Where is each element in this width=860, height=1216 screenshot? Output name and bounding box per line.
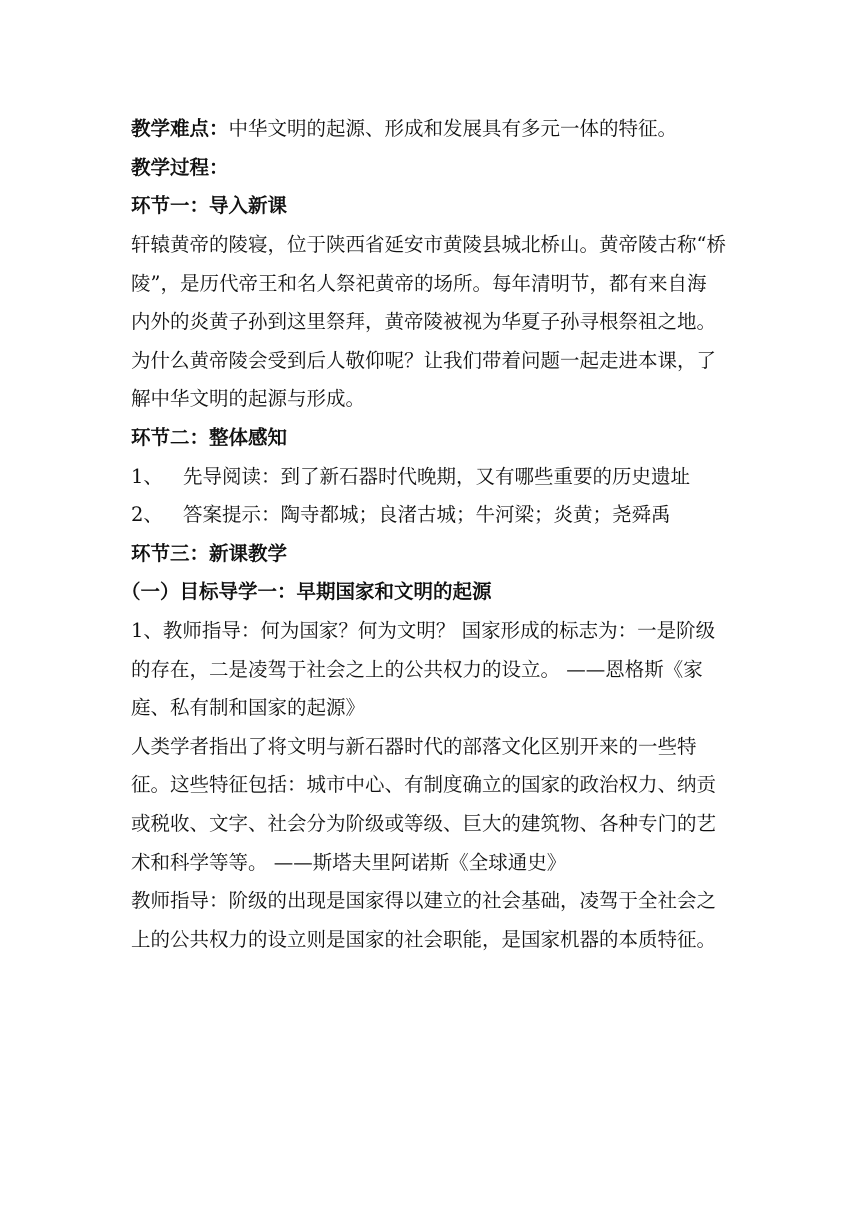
- paragraph-line: 人类学者指出了将文明与新石器时代的部落文化区别开来的一些特: [131, 734, 697, 758]
- paragraph-line: 内外的炎黄子孙到这里祭拜，黄帝陵被视为华夏子孙寻根祭祖之地。: [131, 310, 717, 334]
- objective-subheading: （一）目标导学一：早期国家和文明的起源: [121, 580, 492, 604]
- difficulty-label: 教学难点：: [131, 117, 229, 141]
- paragraph-line: 教师指导：阶级的出现是国家得以建立的社会基础，凌驾于全社会之: [131, 889, 717, 913]
- section1-paragraph: [131, 224, 741, 417]
- paragraph-line: 或税收、文字、社会分为阶级或等级、巨大的建筑物、各种专门的艺: [131, 811, 717, 835]
- paragraph-line: 解中华文明的起源与形成。: [131, 387, 366, 411]
- paragraph-line: 1、教师指导：何为国家？何为文明？ 国家形成的标志为：一是阶级: [131, 619, 716, 643]
- paragraph-line: 征。这些特征包括：城市中心、有制度确立的国家的政治权力、纳贡: [131, 773, 717, 797]
- list-item-text: 答案提示：陶寺都城；良渚古城；牛河梁；炎黄；尧舜禹: [183, 503, 671, 527]
- paragraph-line: 为什么黄帝陵会受到后人敬仰呢？让我们带着问题一起走进本课，了: [131, 348, 717, 372]
- process-heading: 教学过程：: [131, 155, 229, 179]
- list-item-number: 1、: [131, 464, 163, 488]
- paragraph-line: 陵”，是历代帝王和名人祭祀黄帝的场所。每年清明节，都有来自海: [131, 271, 707, 295]
- list-item-text: 先导阅读：到了新石器时代晚期，又有哪些重要的历史遗址: [183, 464, 691, 488]
- paragraph-line: 上的公共权力的设立则是国家的社会职能，是国家机器的本质特征。: [131, 927, 717, 951]
- list-item-number: 2、: [131, 503, 163, 527]
- definition-paragraph: [131, 610, 741, 726]
- list-item: [131, 455, 741, 494]
- document-page: [121, 108, 741, 957]
- section3-heading: 环节三：新课教学: [131, 541, 288, 565]
- section2-heading: 环节二：整体感知: [131, 426, 288, 450]
- section1-heading: 环节一：导入新课: [131, 194, 288, 218]
- quote-paragraph: [131, 726, 741, 880]
- teacher-guidance-paragraph: [131, 880, 741, 957]
- paragraph-line: 术和科学等等。 ——斯塔夫里阿诺斯《全球通史》: [131, 850, 567, 874]
- difficulty-text: 中华文明的起源、形成和发展具有多元一体的特征。: [228, 117, 678, 141]
- paragraph-line: 的存在，二是凌驾于社会之上的公共权力的设立。 ——恩格斯《家: [131, 657, 703, 681]
- paragraph-line: 轩辕黄帝的陵寝，位于陕西省延安市黄陵县城北桥山。黄帝陵古称“桥: [131, 233, 726, 257]
- paragraph-line: 庭、私有制和国家的起源》: [131, 696, 366, 720]
- teaching-difficulty: [131, 108, 741, 147]
- list-item: [131, 494, 741, 533]
